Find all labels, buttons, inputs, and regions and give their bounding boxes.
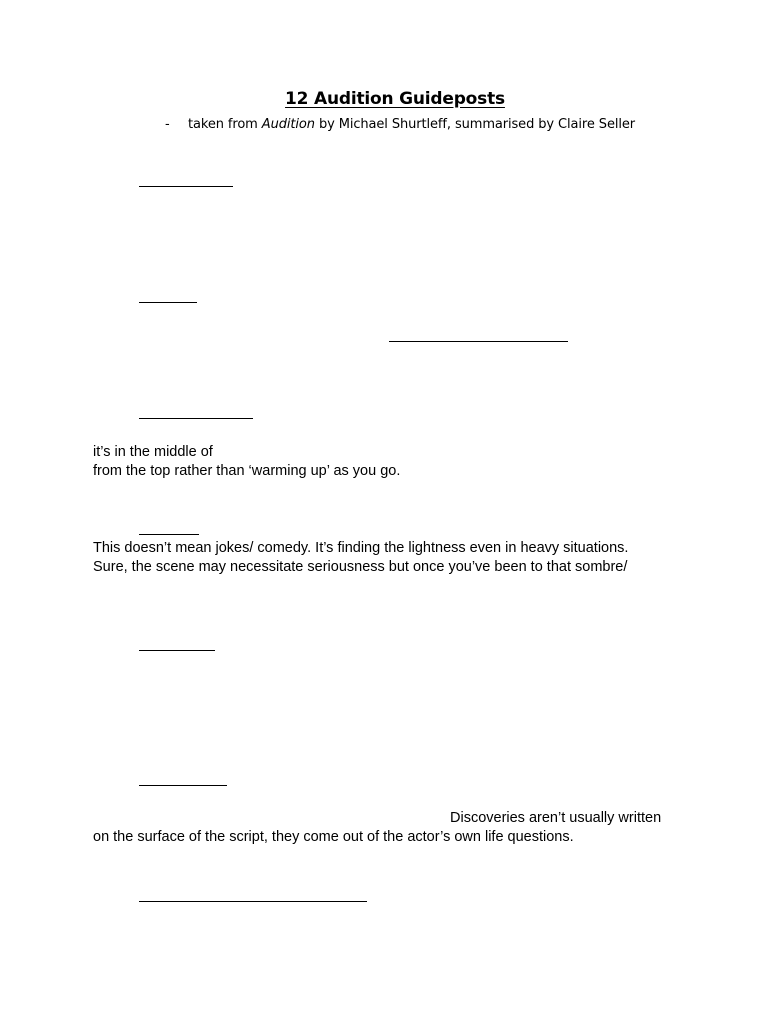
subtitle-bullet: - [165, 117, 170, 132]
document-title: 12 Audition Guideposts [285, 89, 505, 109]
redacted-heading-3 [139, 418, 253, 419]
body-line: from the top rather than ‘warming up’ as you go. [93, 463, 401, 479]
redacted-heading-2 [139, 302, 197, 303]
body-line: Sure, the scene may necessitate seriousness but once you’ve been to that sombre/ [93, 559, 628, 575]
subtitle-suffix: by Michael Shurtleff, summarised by Claire Seller [314, 117, 636, 132]
redacted-heading-5 [139, 650, 215, 651]
body-line: it’s in the middle of [93, 444, 213, 460]
redacted-heading-1 [139, 186, 233, 187]
subtitle-prefix: taken from [188, 117, 262, 132]
document-subtitle [188, 117, 635, 132]
subtitle-book-title: Audition [261, 117, 315, 132]
redacted-heading-4 [139, 534, 199, 535]
redacted-heading-7 [139, 901, 367, 902]
body-line: on the surface of the script, they come out of the actor’s own life questions. [93, 829, 574, 845]
redacted-heading-6 [139, 785, 227, 786]
body-line: Discoveries aren’t usually written [450, 810, 662, 826]
body-line: This doesn’t mean jokes/ comedy. It’s finding the lightness even in heavy situations. [93, 540, 629, 556]
redacted-text-blank [389, 341, 568, 342]
